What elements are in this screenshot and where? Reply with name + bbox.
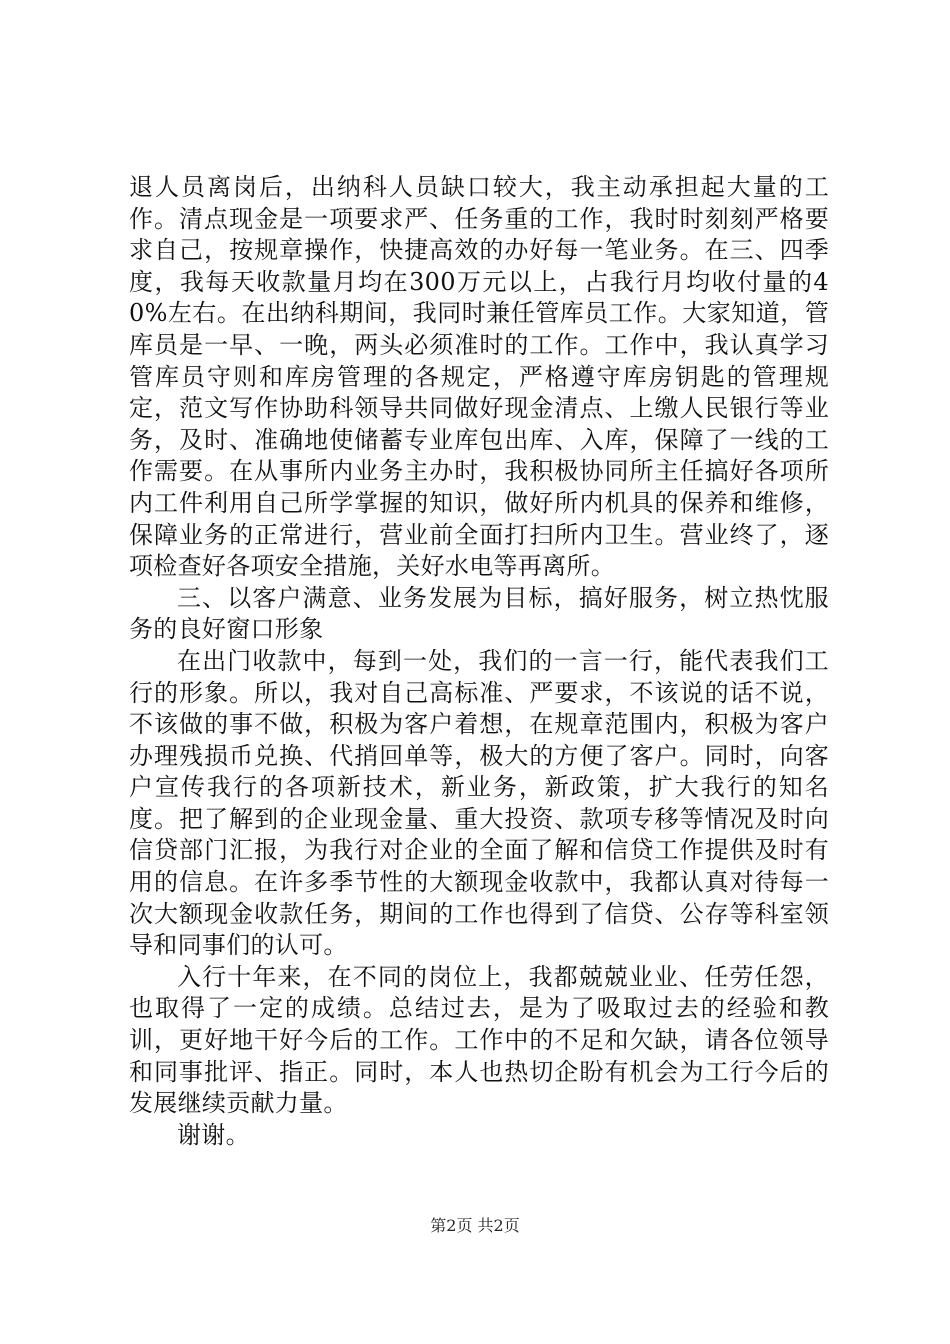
document-body bbox=[129, 172, 829, 1151]
paragraph-thanks: 谢谢。 bbox=[177, 1120, 250, 1149]
paragraph-continuation: 退人员离岗后，出纳科人员缺口较大，我主动承担起大量的工作。清点现金是一项要求严、任务重的工作，我时时刻刻严格要求自己，按规章操作，快捷高效的办好每一笔业务。在三、四季度，我每天收款量月均在300万元以上，占我行月均收付量的40%左右。在出纳科期间，我同时兼任管库员工作。大家知道，管库员是一早、一晚，两头必须准时的工作。工作中，我认真学习管库员守则和库房管理的各规定，严格遵守库房钥匙的管理规定，范文写作协助科领导共同做好现金清点、上缴人民银行等业务，及时、准确地使储蓄专业库包出库、入库，保障了一线的工作需要。在从事所内业务主办时，我积极协同所主任搞好各项所内工件利用自己所学掌握的知识，做好所内机具的保养和维修，保障业务的正常进行，营业前全面打扫所内卫生。营业终了，逐项检查好各项安全措施，关好水电等再离所。 bbox=[129, 173, 829, 581]
page-number-footer: 第2页 共2页 bbox=[430, 1216, 520, 1235]
paragraph-summary: 入行十年来，在不同的岗位上，我都兢兢业业、任劳任怨，也取得了一定的成绩。总结过去，是为了吸取过去的经验和教训，更好地干好今后的工作。工作中的不足和欠缺，请各位领导和同事批评、指正。同时，本人也热切企盼有机会为工行今后的发展继续贡献力量。 bbox=[129, 962, 829, 1118]
paragraph-customer-service: 在出门收款中，每到一处，我们的一言一行，能代表我们工行的形象。所以，我对自己高标准、严要求，不该说的话不说，不该做的事不做，积极为客户着想，在规章范围内，积极为客户办理残损币兑换、代捎回单等，极大的方便了客户。同时，向客户宣传我行的各项新技术，新业务，新政策，扩大我行的知名度。把了解到的企业现金量、重大投资、款项专移等情况及时向信贷部门汇报，为我行对企业的全面了解和信贷工作提供及时有用的信息。在许多季节性的大额现金收款中，我都认真对待每一次大额现金收款任务，期间的工作也得到了信贷、公存等科室领导和同事们的认可。 bbox=[129, 646, 829, 960]
section-heading-three: 三、以客户满意、业务发展为目标，搞好服务，树立热忱服务的良好窗口形象 bbox=[129, 583, 829, 644]
